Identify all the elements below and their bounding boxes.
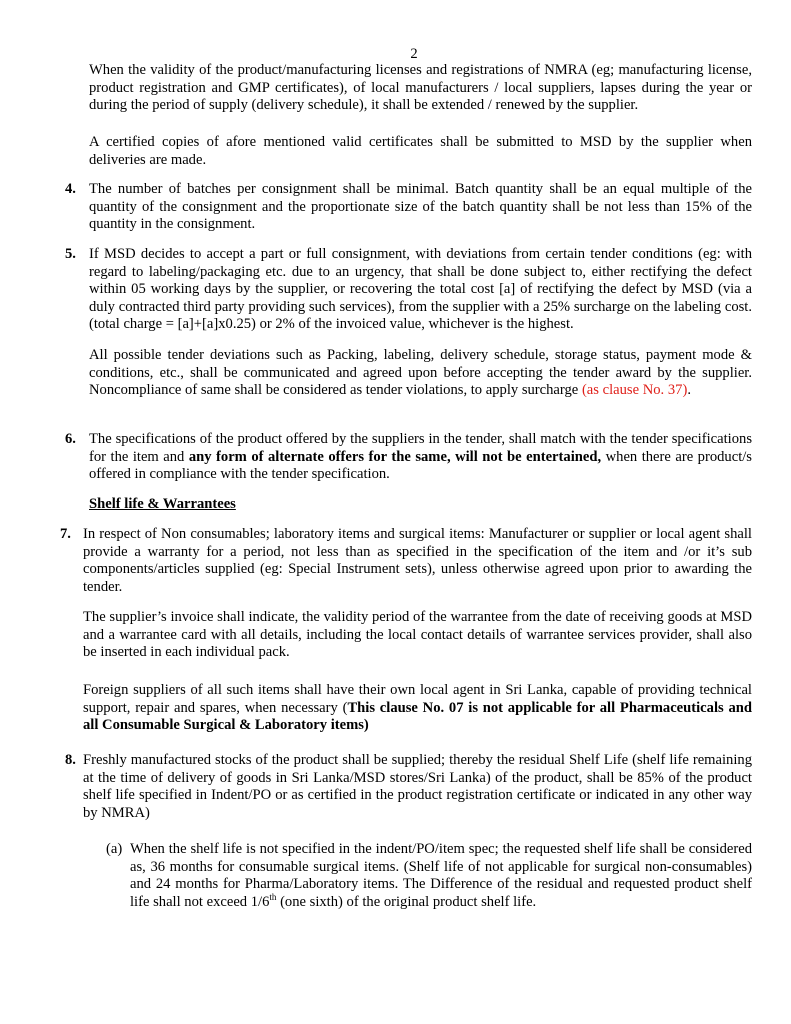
page-number: 2 <box>410 46 418 62</box>
clause-5-paragraph-2-end: . <box>687 382 691 399</box>
clause-reference-37: (as clause No. 37) <box>581 382 688 399</box>
clause-6-text-b: when there are product/s offered in compliance with the tender specification. <box>89 448 752 483</box>
clause-8-sub-a-label: (a) <box>106 841 123 857</box>
clause-7-paragraph-3-text: Foreign suppliers of all such items shall have their own local agent in Sri Lanka, capable of providing technical support, repair and spares, when necessary ( <box>83 682 752 716</box>
clause-7-number: 7. <box>60 526 71 542</box>
clause-7-bold-note: This clause No. 07 is not applicable for all Pharmaceuticals and all Consumable Surgical & Laboratory items) <box>83 699 752 734</box>
intro-paragraph-1: When the validity of the product/manufacturing licenses and registrations of NMRA (eg; manufacturing license, product registration and GMP certificates), of local manufacturers / local suppliers, lapses during the year or during the period of supply (delivery schedule), it shall be extended / renewed by the supplier. <box>89 62 752 114</box>
clause-5-paragraph-2 <box>89 347 752 400</box>
clause-5-number: 5. <box>65 246 76 262</box>
clause-7-paragraph-1: In respect of Non consumables; laboratory items and surgical items: Manufacturer or supplier or local agent shall provide a warranty for a period, not less than as specified in the specification of the item and /or it’s sub components/articles supplied (eg: Special Instrument sets), unless otherwise agreed upon prior to awarding the tender. <box>83 526 752 595</box>
clause-8-sub-a-end: (one sixth) of the original product shelf life. <box>276 893 537 910</box>
clause-7-paragraph-2: The supplier’s invoice shall indicate, the validity period of the warrantee from the date of receiving goods at MSD and a warrantee card with all details, including the local contact details of warrantee services provider, shall also be inserted in each individual pack. <box>83 609 752 661</box>
intro-paragraph-2: A certified copies of afore mentioned valid certificates shall be submitted to MSD by the supplier when deliveries are made. <box>89 134 752 168</box>
clause-6-text-a: The specifications of the product offered by the suppliers in the tender, shall match with the tender specifications for the item and <box>89 431 752 465</box>
clause-8-superscript: th <box>269 891 277 902</box>
clause-8-sub-a-body: When the shelf life is not specified in the indent/PO/item spec; the requested shelf life shall be considered as, 36 months for consumable surgical items. (Shelf life of not applicable for surgical non-consumables) and 24 months for Pharma/Laboratory items. The Difference of the residual and requested product shelf life shall not exceed 1/6 <box>130 841 752 910</box>
clause-6-text <box>89 431 752 484</box>
clause-6-bold-text: any form of alternate offers for the same, will not be entertained, <box>188 448 602 465</box>
clause-8-number: 8. <box>65 752 76 768</box>
clause-5-paragraph-2-text: All possible tender deviations such as Packing, labeling, delivery schedule, storage status, payment mode & conditions, etc., shall be communicated and agreed upon before accepting the tender award by the supplier. Noncompliance of same shall be considered as tender violations, to apply surcharge <box>89 347 752 399</box>
clause-7-paragraph-3 <box>83 682 752 735</box>
clause-4-number: 4. <box>65 181 76 197</box>
clause-6-number: 6. <box>65 431 76 447</box>
clause-8-sub-a-text <box>130 841 752 911</box>
clause-4-text: The number of batches per consignment shall be minimal. Batch quantity shall be an equal multiple of the quantity of the consignment and the proportionate size of the batch quantity shall be not less than 15% of the quantity in the consignment. <box>89 181 752 233</box>
section-heading: Shelf life & Warrantees <box>89 496 236 512</box>
clause-5-paragraph-1: If MSD decides to accept a part or full consignment, with deviations from certain tender conditions (eg: with regard to labeling/packaging etc. due to an urgency, that shall be done subject to, either rectifying the defect within 05 working days by the supplier, or recovering the total cost [a] of rectifying the defect by MSD (via a duly contracted third party providing such services), from the supplier with a 25% surcharge on the labeling cost. (total charge = [a]+[a]x0.25) or 2% of the invoiced value, whichever is the highest. <box>89 246 752 333</box>
clause-8-text: Freshly manufactured stocks of the product shall be supplied; thereby the residual Shelf Life (shelf life remaining at the time of delivery of goods in Sri Lanka/MSD stores/Sri Lanka) of the product, shall be 85% of the product shelf life specified in Indent/PO or as certified in the product registration certificate or indicated in any other way by NMRA) <box>83 752 752 821</box>
